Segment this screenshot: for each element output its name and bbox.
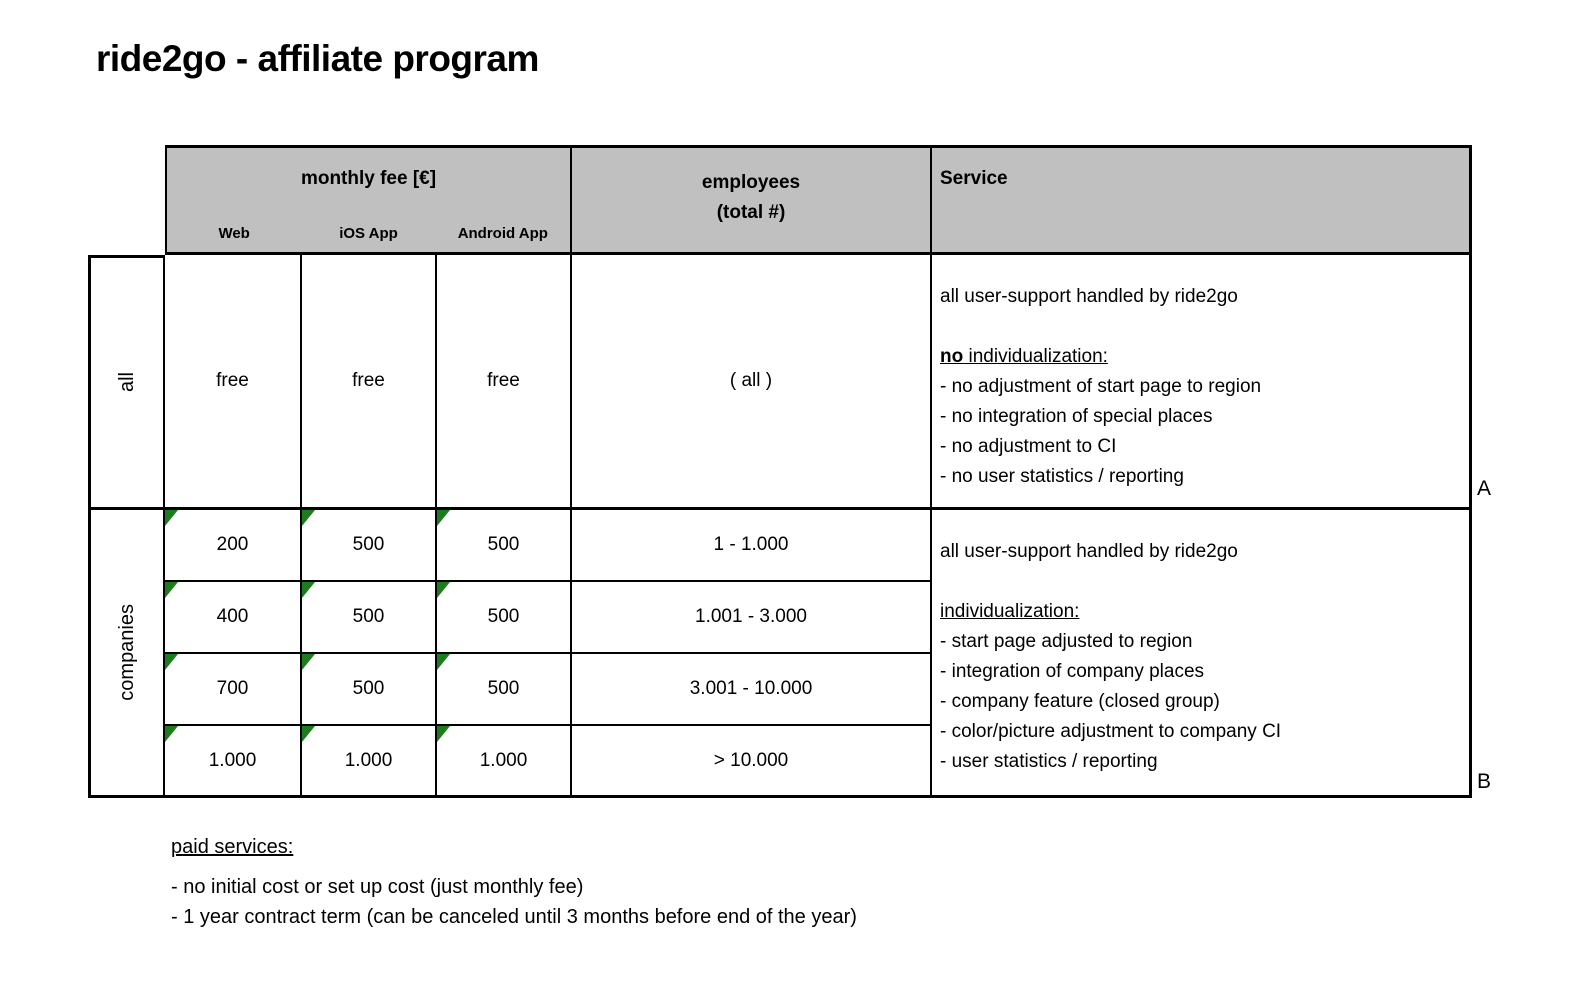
comment-marker-icon: [165, 654, 178, 670]
fee-cell-all-ios: free: [302, 255, 437, 510]
service-all-item: - no adjustment of start page to region: [940, 376, 1262, 397]
footer-note: - no initial cost or set up cost (just monthly fee): [171, 876, 584, 898]
employees-cell-companies-r3: 3.001 - 10.000: [572, 654, 932, 726]
service-all-item: - no adjustment to CI: [940, 436, 1117, 457]
service-companies-item: - start page adjusted to region: [940, 631, 1193, 652]
service-companies-item: - company feature (closed group): [940, 691, 1220, 712]
fee-cell-companies-r3-web: [165, 654, 302, 726]
fee-value: 500: [352, 678, 385, 699]
fee-value: 500: [487, 534, 520, 555]
fee-value: 500: [352, 534, 385, 555]
col-header-android-app: Android App: [457, 225, 548, 242]
col-header-ios-app: iOS App: [339, 225, 398, 242]
fee-cell-companies-r1-ios: [302, 510, 437, 582]
fee-cell-all-android: free: [437, 255, 572, 510]
header-monthly-fee-label: monthly fee [€]: [300, 168, 437, 189]
comment-marker-icon: [302, 582, 315, 598]
pricing-table: [88, 145, 1472, 798]
service-all-heading-rest: individualization:: [963, 346, 1108, 367]
fee-value: 200: [216, 534, 249, 555]
fee-cell-companies-r3-android: [437, 654, 572, 726]
service-all-line1: all user-support handled by ride2go: [940, 286, 1238, 307]
page-title: ride2go - affiliate program: [96, 38, 539, 79]
comment-marker-icon: [437, 582, 450, 598]
fee-cell-companies-r1-web: [165, 510, 302, 582]
comment-marker-icon: [302, 510, 315, 526]
fee-value: 1.000: [344, 749, 393, 771]
service-companies-heading: individualization:: [940, 601, 1080, 622]
fee-value: 500: [487, 606, 520, 627]
fee-cell-companies-r2-android: [437, 582, 572, 654]
service-companies-item: - color/picture adjustment to company CI: [940, 721, 1282, 742]
header-employees-line2: (total #): [716, 202, 786, 223]
fee-value: 400: [216, 606, 249, 627]
service-companies-item: - user statistics / reporting: [940, 751, 1158, 772]
fee-cell-companies-r3-ios: [302, 654, 437, 726]
service-companies-item: - integration of company places: [940, 661, 1205, 682]
employees-cell-companies-r2: 1.001 - 3.000: [572, 582, 932, 654]
employees-cell-companies-r4: > 10.000: [572, 726, 932, 798]
service-all-item: - no integration of special places: [940, 406, 1213, 427]
comment-marker-icon: [302, 726, 315, 742]
comment-marker-icon: [437, 726, 450, 742]
header-service: Service: [932, 145, 1472, 255]
fee-cell-companies-r4-web: [165, 726, 302, 798]
fee-value: 500: [352, 606, 385, 627]
fee-value: 1.000: [208, 749, 257, 771]
service-all-heading-bold: no: [940, 346, 964, 367]
footer-note: - 1 year contract term (can be canceled until 3 months before end of the year): [171, 906, 857, 928]
col-header-web: Web: [218, 225, 250, 242]
employees-cell-companies-r1: 1 - 1.000: [572, 510, 932, 582]
group-label-companies: [88, 510, 165, 798]
fee-cell-companies-r4-android: [437, 726, 572, 798]
service-cell-companies: [932, 510, 1472, 798]
fee-value: 1.000: [479, 749, 528, 771]
service-all-heading: [940, 342, 1461, 372]
fee-cell-companies-r1-android: [437, 510, 572, 582]
comment-marker-icon: [302, 654, 315, 670]
employees-cell-all: ( all ): [572, 255, 932, 510]
service-companies-line1: all user-support handled by ride2go: [940, 541, 1238, 562]
comment-marker-icon: [165, 510, 178, 526]
fee-cell-companies-r2-ios: [302, 582, 437, 654]
group-label-companies-text: companies: [115, 604, 138, 701]
header-employees-line1: employees: [701, 172, 801, 193]
group-label-all-text: all: [115, 372, 138, 393]
service-all-item: - no user statistics / reporting: [940, 466, 1184, 487]
fee-value: 700: [216, 678, 249, 699]
comment-marker-icon: [165, 582, 178, 598]
fee-value: 500: [487, 678, 520, 699]
header-subcolumns: [167, 225, 570, 242]
service-cell-all: [932, 255, 1472, 510]
header-employees: [572, 145, 932, 255]
comment-marker-icon: [437, 654, 450, 670]
group-label-all: [88, 255, 165, 510]
header-monthly-fee: [165, 145, 572, 255]
row-marker-b: B: [1477, 770, 1492, 793]
fee-cell-companies-r2-web: [165, 582, 302, 654]
comment-marker-icon: [437, 510, 450, 526]
fee-cell-all-web: free: [165, 255, 302, 510]
fee-cell-companies-r4-ios: [302, 726, 437, 798]
comment-marker-icon: [165, 726, 178, 742]
footer-heading: paid services:: [171, 836, 294, 858]
row-marker-a: A: [1477, 477, 1492, 500]
